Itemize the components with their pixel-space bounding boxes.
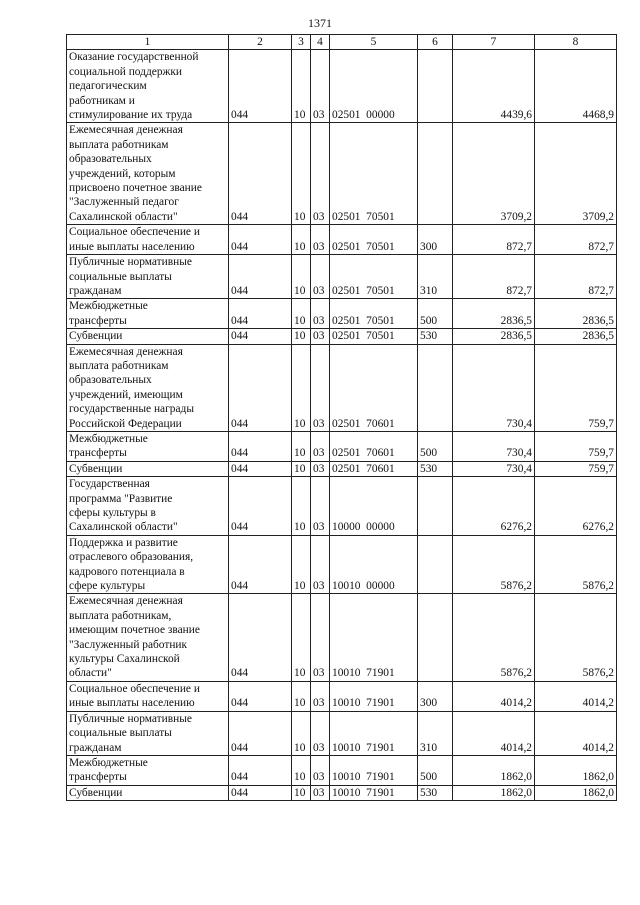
- header-cell: 7: [453, 35, 535, 50]
- row-section-cell: 10: [292, 535, 311, 594]
- row-amount-cell: 4014,2: [535, 711, 617, 755]
- row-code-cell: 044: [229, 681, 292, 711]
- row-amount-cell: 4014,2: [453, 681, 535, 711]
- row-target-code-cell: 10000 00000: [330, 477, 418, 536]
- row-subsection-cell: 03: [311, 123, 330, 225]
- row-target-code-cell: 10010 71901: [330, 594, 418, 681]
- row-name-cell: Публичные нормативные социальные выплаты гражданам: [67, 255, 229, 299]
- row-code-cell: 044: [229, 477, 292, 536]
- header-cell: 3: [292, 35, 311, 50]
- table-row: [67, 785, 617, 800]
- row-target-code-cell: 02501 70501: [330, 329, 418, 344]
- table-header-row: [67, 35, 617, 50]
- row-name-cell: Субвенции: [67, 461, 229, 476]
- row-expense-type-cell: 500: [418, 431, 453, 461]
- row-amount-cell: 730,4: [453, 431, 535, 461]
- row-name-cell: Социальное обеспечение и иные выплаты населению: [67, 681, 229, 711]
- row-amount-cell: 3709,2: [535, 123, 617, 225]
- page-number: 1371: [308, 16, 332, 30]
- row-target-code-cell: 10010 71901: [330, 785, 418, 800]
- row-amount-cell: 6276,2: [453, 477, 535, 536]
- row-section-cell: 10: [292, 123, 311, 225]
- row-section-cell: 10: [292, 344, 311, 431]
- table-row: [67, 344, 617, 431]
- row-code-cell: 044: [229, 299, 292, 329]
- table-row: [67, 255, 617, 299]
- row-target-code-cell: 10010 71901: [330, 711, 418, 755]
- row-expense-type-cell: 310: [418, 711, 453, 755]
- row-name-cell: Межбюджетные трансферты: [67, 755, 229, 785]
- row-target-code-cell: 02501 70501: [330, 123, 418, 225]
- row-amount-cell: 2836,5: [453, 329, 535, 344]
- row-amount-cell: 872,7: [535, 255, 617, 299]
- row-expense-type-cell: 530: [418, 329, 453, 344]
- table-row: [67, 535, 617, 594]
- row-target-code-cell: 10010 71901: [330, 755, 418, 785]
- row-subsection-cell: 03: [311, 535, 330, 594]
- row-expense-type-cell: 500: [418, 299, 453, 329]
- row-amount-cell: 1862,0: [453, 785, 535, 800]
- row-expense-type-cell: 300: [418, 681, 453, 711]
- row-amount-cell: 2836,5: [535, 329, 617, 344]
- row-name-cell: Оказание государственной социальной поддержки педагогическим работникам и стимулирование их труда: [67, 50, 229, 123]
- row-target-code-cell: 02501 70601: [330, 461, 418, 476]
- row-amount-cell: 759,7: [535, 461, 617, 476]
- table-row: [67, 594, 617, 681]
- table-row: [67, 50, 617, 123]
- row-section-cell: 10: [292, 329, 311, 344]
- table-row: [67, 431, 617, 461]
- row-section-cell: 10: [292, 299, 311, 329]
- row-amount-cell: 2836,5: [535, 299, 617, 329]
- row-name-cell: Субвенции: [67, 785, 229, 800]
- row-subsection-cell: 03: [311, 255, 330, 299]
- row-amount-cell: 5876,2: [535, 535, 617, 594]
- header-cell: 8: [535, 35, 617, 50]
- row-code-cell: 044: [229, 535, 292, 594]
- row-amount-cell: 4014,2: [453, 711, 535, 755]
- row-amount-cell: 3709,2: [453, 123, 535, 225]
- row-name-cell: Публичные нормативные социальные выплаты гражданам: [67, 711, 229, 755]
- row-expense-type-cell: [418, 535, 453, 594]
- row-target-code-cell: 02501 70601: [330, 344, 418, 431]
- table-row: [67, 123, 617, 225]
- table-row: [67, 329, 617, 344]
- row-subsection-cell: 03: [311, 50, 330, 123]
- row-section-cell: 10: [292, 461, 311, 476]
- row-subsection-cell: 03: [311, 461, 330, 476]
- row-expense-type-cell: 310: [418, 255, 453, 299]
- row-code-cell: 044: [229, 255, 292, 299]
- row-amount-cell: 1862,0: [535, 755, 617, 785]
- header-cell: 2: [229, 35, 292, 50]
- row-code-cell: 044: [229, 431, 292, 461]
- row-name-cell: Ежемесячная денежная выплата работникам образовательных учреждений, которым присвоено почетное звание "Заслуженный педагог Сахалинской области": [67, 123, 229, 225]
- header-cell: 4: [311, 35, 330, 50]
- row-section-cell: 10: [292, 50, 311, 123]
- row-name-cell: Ежемесячная денежная выплата работникам, имеющим почетное звание "Заслуженный работник культуры Сахалинской области": [67, 594, 229, 681]
- row-code-cell: 044: [229, 329, 292, 344]
- row-expense-type-cell: 530: [418, 785, 453, 800]
- row-amount-cell: 4468,9: [535, 50, 617, 123]
- row-amount-cell: 759,7: [535, 344, 617, 431]
- row-subsection-cell: 03: [311, 681, 330, 711]
- row-name-cell: Межбюджетные трансферты: [67, 299, 229, 329]
- row-code-cell: 044: [229, 785, 292, 800]
- row-section-cell: 10: [292, 755, 311, 785]
- row-amount-cell: 872,7: [453, 225, 535, 255]
- row-section-cell: 10: [292, 431, 311, 461]
- row-subsection-cell: 03: [311, 431, 330, 461]
- row-code-cell: 044: [229, 50, 292, 123]
- row-code-cell: 044: [229, 461, 292, 476]
- row-amount-cell: 6276,2: [535, 477, 617, 536]
- row-name-cell: Социальное обеспечение и иные выплаты населению: [67, 225, 229, 255]
- row-code-cell: 044: [229, 344, 292, 431]
- row-expense-type-cell: [418, 123, 453, 225]
- row-amount-cell: 5876,2: [453, 535, 535, 594]
- row-code-cell: 044: [229, 123, 292, 225]
- row-section-cell: 10: [292, 785, 311, 800]
- header-cell: 5: [330, 35, 418, 50]
- row-target-code-cell: 02501 00000: [330, 50, 418, 123]
- table-row: [67, 299, 617, 329]
- row-subsection-cell: 03: [311, 225, 330, 255]
- row-section-cell: 10: [292, 681, 311, 711]
- row-subsection-cell: 03: [311, 785, 330, 800]
- row-section-cell: 10: [292, 477, 311, 536]
- row-subsection-cell: 03: [311, 299, 330, 329]
- row-name-cell: Поддержка и развитие отраслевого образования, кадрового потенциала в сфере культуры: [67, 535, 229, 594]
- row-amount-cell: 872,7: [535, 225, 617, 255]
- row-subsection-cell: 03: [311, 594, 330, 681]
- row-section-cell: 10: [292, 594, 311, 681]
- table-row: [67, 681, 617, 711]
- row-amount-cell: 730,4: [453, 344, 535, 431]
- row-amount-cell: 2836,5: [453, 299, 535, 329]
- row-target-code-cell: 02501 70501: [330, 225, 418, 255]
- row-code-cell: 044: [229, 755, 292, 785]
- row-amount-cell: 730,4: [453, 461, 535, 476]
- row-section-cell: 10: [292, 711, 311, 755]
- row-amount-cell: 759,7: [535, 431, 617, 461]
- row-expense-type-cell: 530: [418, 461, 453, 476]
- header-cell: 6: [418, 35, 453, 50]
- budget-table: [66, 34, 617, 801]
- row-name-cell: Субвенции: [67, 329, 229, 344]
- row-name-cell: Государственная программа "Развитие сферы культуры в Сахалинской области": [67, 477, 229, 536]
- row-subsection-cell: 03: [311, 329, 330, 344]
- table-body: [67, 35, 617, 801]
- row-expense-type-cell: [418, 477, 453, 536]
- row-code-cell: 044: [229, 711, 292, 755]
- table-row: [67, 477, 617, 536]
- row-subsection-cell: 03: [311, 477, 330, 536]
- row-subsection-cell: 03: [311, 344, 330, 431]
- row-subsection-cell: 03: [311, 755, 330, 785]
- header-cell: 1: [67, 35, 229, 50]
- row-amount-cell: 4439,6: [453, 50, 535, 123]
- row-amount-cell: 5876,2: [453, 594, 535, 681]
- row-target-code-cell: 10010 71901: [330, 681, 418, 711]
- row-amount-cell: 5876,2: [535, 594, 617, 681]
- row-amount-cell: 4014,2: [535, 681, 617, 711]
- row-amount-cell: 1862,0: [453, 755, 535, 785]
- table-row: [67, 461, 617, 476]
- row-expense-type-cell: 300: [418, 225, 453, 255]
- row-section-cell: 10: [292, 255, 311, 299]
- table-row: [67, 755, 617, 785]
- row-section-cell: 10: [292, 225, 311, 255]
- row-expense-type-cell: 500: [418, 755, 453, 785]
- table-row: [67, 711, 617, 755]
- row-target-code-cell: 10010 00000: [330, 535, 418, 594]
- row-amount-cell: 872,7: [453, 255, 535, 299]
- row-expense-type-cell: [418, 594, 453, 681]
- row-code-cell: 044: [229, 225, 292, 255]
- table-row: [67, 225, 617, 255]
- row-subsection-cell: 03: [311, 711, 330, 755]
- row-amount-cell: 1862,0: [535, 785, 617, 800]
- row-expense-type-cell: [418, 344, 453, 431]
- row-target-code-cell: 02501 70601: [330, 431, 418, 461]
- row-name-cell: Ежемесячная денежная выплата работникам образовательных учреждений, имеющим государственные награды Российской Федерации: [67, 344, 229, 431]
- row-target-code-cell: 02501 70501: [330, 255, 418, 299]
- row-code-cell: 044: [229, 594, 292, 681]
- row-expense-type-cell: [418, 50, 453, 123]
- row-name-cell: Межбюджетные трансферты: [67, 431, 229, 461]
- row-target-code-cell: 02501 70501: [330, 299, 418, 329]
